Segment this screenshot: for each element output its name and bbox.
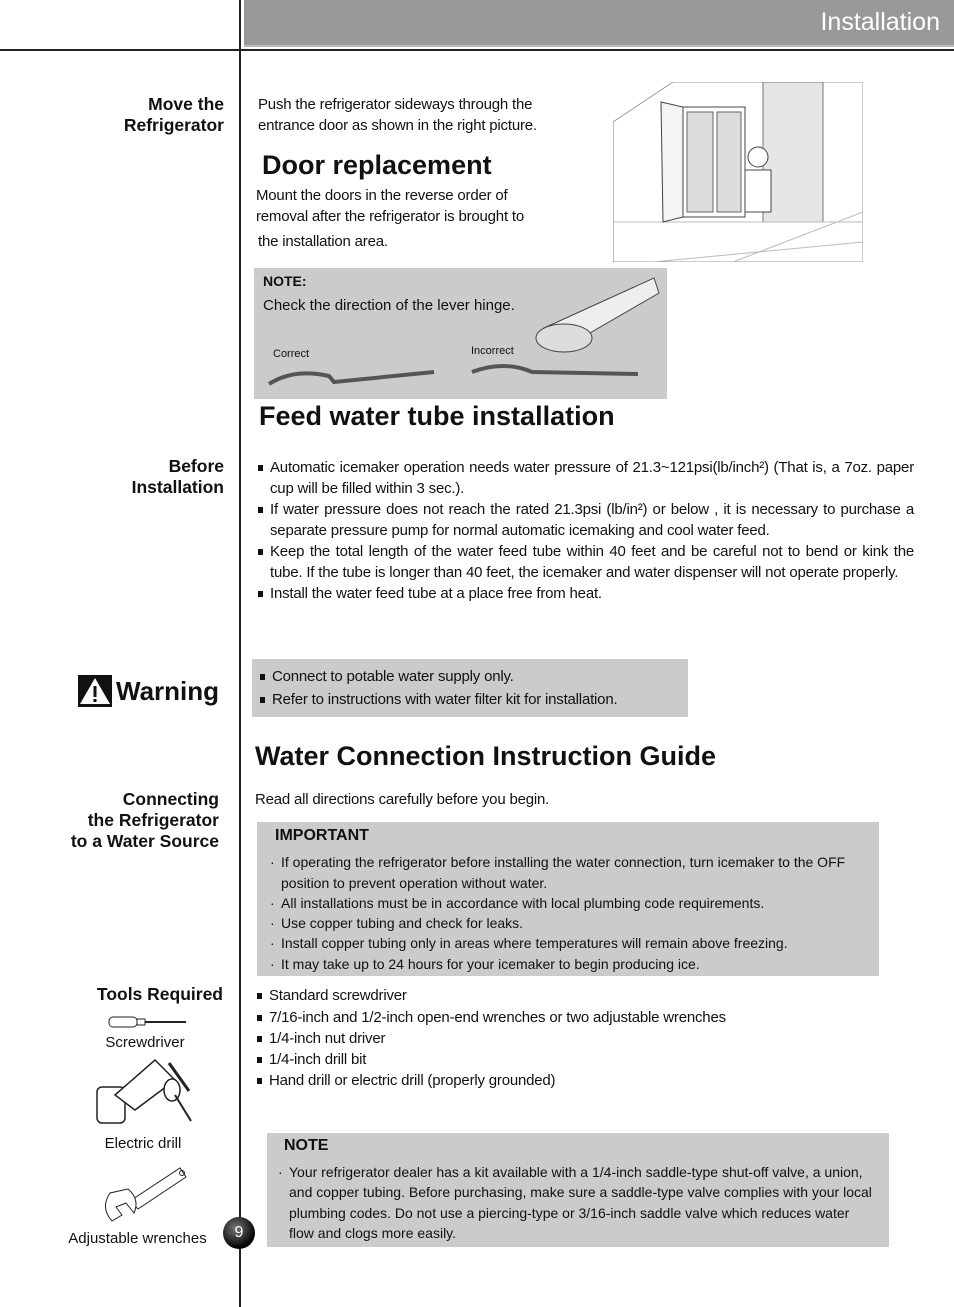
section-title: Installation — [820, 8, 940, 36]
important-box: IMPORTANT · If operating the refrigerator before installing the water connection, turn icemaker to the OFF position to prevent operation without water. · All installations must be in accordance with local plumbing code requirements. · Use copper tubing and check for leaks. · Install copper tubing only in areas where temperatures will remain above freezing. · It may take up to 24 hours for your icemaker to begin producing ice. — [257, 822, 879, 976]
screwdriver-icon — [108, 1014, 188, 1030]
tools-label: Tools Required — [96, 984, 223, 1004]
guide-intro: Read all directions carefully before you begin. — [255, 791, 550, 808]
note2-title: NOTE — [284, 1137, 329, 1154]
header-rule — [0, 49, 954, 51]
feed-bullet: Install the water feed tube at a place free from heat. — [254, 583, 914, 604]
door-title: Door replacement — [262, 150, 492, 180]
warning-label: Warning — [78, 675, 219, 707]
warning-bullet: Refer to instructions with water filter kit for installation. — [256, 689, 684, 710]
important-title: IMPORTANT — [275, 827, 369, 844]
electric-drill-icon — [95, 1055, 195, 1127]
feed-bullets — [254, 457, 914, 604]
lever-hinge-illustration — [264, 268, 664, 398]
connecting-label: Connecting the Refrigerator to a Water Source — [70, 789, 219, 851]
section-header — [244, 0, 954, 47]
feed-title: Feed water tube installation — [259, 401, 615, 431]
incorrect-label: Incorrect — [471, 345, 514, 357]
move-label: Move the Refrigerator — [123, 94, 224, 135]
before-installation-label: Before Installation — [131, 456, 224, 497]
wrench-caption: Adjustable wrenches — [68, 1230, 207, 1247]
warning-bullet: Connect to potable water supply only. — [256, 666, 684, 687]
feed-bullet: If water pressure does not reach the rated 21.3psi (lb/in²) or below , it is necessary to purchase a separate pressure pump for normal automatic icemaking and cool water feed. — [254, 499, 914, 541]
note-title: NOTE: — [263, 273, 307, 289]
lever-hinge-note — [254, 268, 667, 399]
page-number: 9 — [223, 1217, 255, 1249]
move-text: Push the refrigerator sideways through the entrance door as shown in the right picture. — [258, 96, 537, 134]
column-divider — [239, 0, 241, 1307]
guide-title: Water Connection Instruction Guide — [255, 741, 717, 771]
note2-text: · Your refrigerator dealer has a kit available with a 1/4-inch saddle-type shut-off valve, a union, and copper tubing. Before purchasing, make sure a saddle-type valve complies with your local plumbing codes. Do not use a piercing-type or 3/16-inch saddle valve which reduces water flow and clogs more easily. — [275, 1162, 877, 1244]
saddle-valve-note — [267, 1133, 889, 1247]
warning-icon — [78, 675, 112, 707]
door-text: Mount the doors in the reverse order of removal after the refrigerator is brought to the installation area. — [256, 187, 524, 250]
warning-box — [252, 659, 688, 717]
feed-bullet: Automatic icemaker operation needs water pressure of 21.3~121psi(lb/inch²) (That is, a 7oz. paper cup will be filled within 3 sec.). — [254, 457, 914, 499]
refrigerator-moving-illustration — [613, 82, 863, 262]
drill-caption: Electric drill — [104, 1135, 182, 1152]
tools-list: Standard screwdriver 7/16-inch and 1/2-inch open-end wrenches or two adjustable wrenches 1/4-inch nut driver 1/4-inch drill bit Hand drill or electric drill (properly grounded) — [253, 985, 726, 1091]
feed-bullet: Keep the total length of the water feed tube within 40 feet and be careful not to bend or kink the tube. If the tube is longer than 40 feet, the icemaker and water dispenser will not operate properly. — [254, 541, 914, 583]
correct-label: Correct — [273, 348, 310, 360]
screwdriver-caption: Screwdriver — [105, 1034, 185, 1051]
adjustable-wrench-icon — [100, 1163, 190, 1227]
note-text: Check the direction of the lever hinge. — [263, 297, 515, 314]
